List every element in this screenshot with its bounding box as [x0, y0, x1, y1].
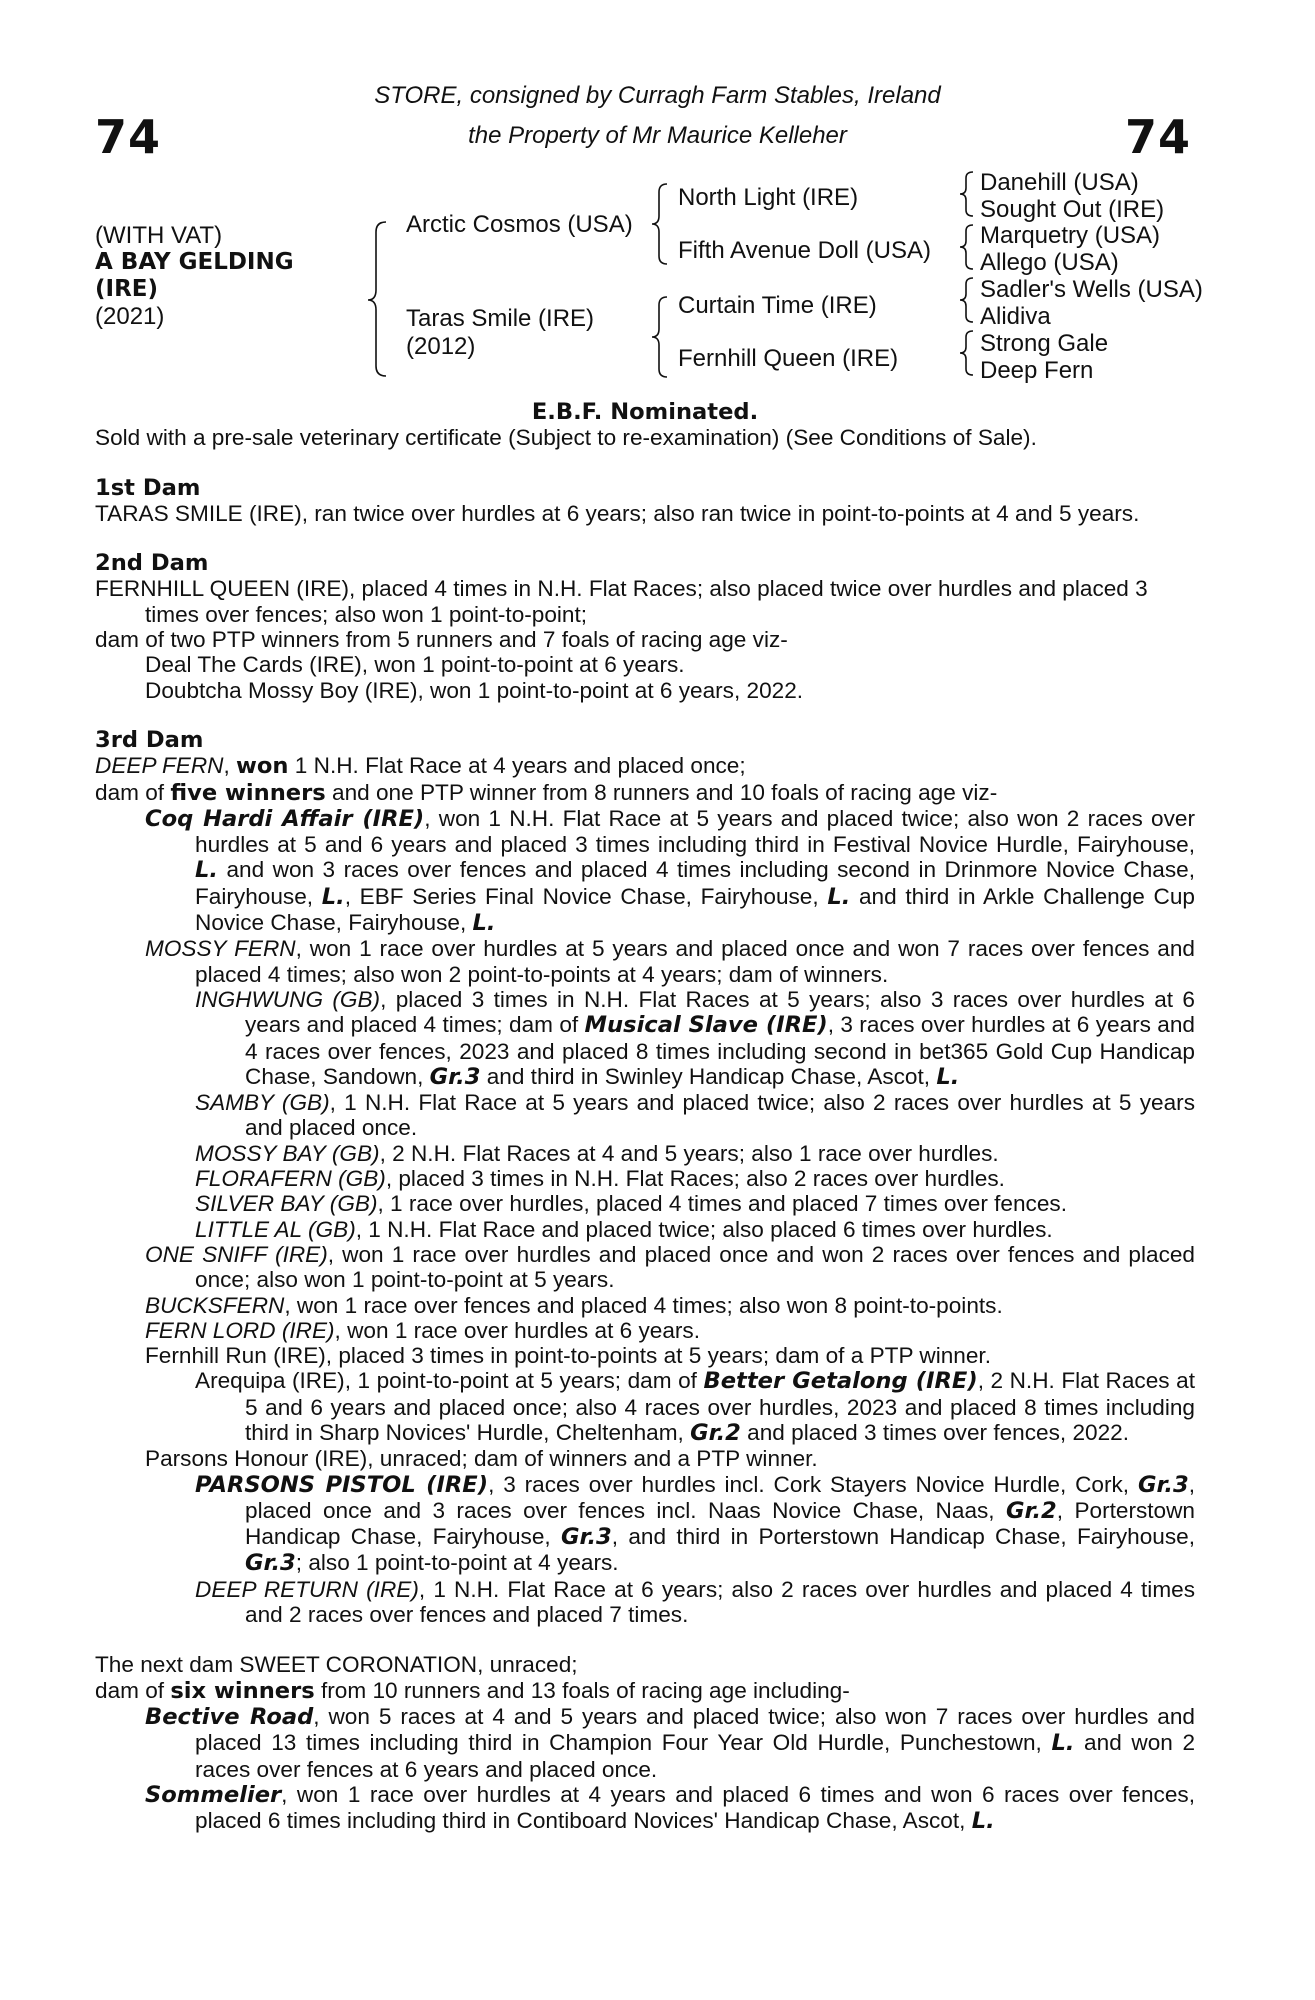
horse-name: Better Getalong (IRE) — [703, 1368, 978, 1395]
dam: Taras Smile (IRE) — [406, 305, 595, 332]
text-span: , 1 N.H. Flat Race at 6 years; also 2 races over hurdles and placed 4 times and 2 races over fences and placed 7 times. — [245, 1576, 1196, 1628]
sds: Marquetry (USA) — [980, 222, 1161, 249]
grade-badge: L. — [472, 910, 496, 937]
horse-name: SAMBY (GB) — [195, 1090, 330, 1116]
won-word: won — [236, 753, 289, 780]
spacer — [95, 1627, 1195, 1652]
produce-one-sniff — [95, 1242, 1195, 1293]
text-span: , EBF Series Final Novice Chase, Fairyhouse, — [344, 883, 828, 909]
dam-sire: Curtain Time (IRE) — [678, 292, 877, 319]
text-span: and placed 3 times over fences, 2022. — [740, 1419, 1129, 1445]
dsd: Alidiva — [980, 303, 1051, 330]
ssd: Sought Out (IRE) — [980, 196, 1165, 223]
sss: Danehill (USA) — [980, 169, 1139, 196]
grade-badge: L. — [936, 1063, 960, 1090]
horse-name: Sommelier — [145, 1781, 282, 1808]
produce-deep-return — [95, 1577, 1195, 1628]
grade-badge: Gr.2 — [1005, 1497, 1057, 1524]
produce-inghwung — [95, 987, 1195, 1090]
produce-mossy-fern — [95, 936, 1195, 987]
text-span: and won 2 races over fences at 6 years and placed once. — [195, 1730, 1196, 1782]
produce-mossy-bay — [95, 1141, 1195, 1166]
next-dam-line2 — [95, 1678, 1195, 1704]
consignor-line: STORE, consigned by Curragh Farm Stables, Ireland — [374, 82, 941, 109]
produce-silver-bay — [95, 1191, 1195, 1216]
five-winners: five winners — [170, 779, 326, 806]
text-span: Arequipa (IRE), 1 point-to-point at 5 years; dam of — [195, 1368, 704, 1394]
produce-arequipa — [95, 1368, 1195, 1446]
text-span: and third in Arkle Challenge Cup Novice Chase, Fairyhouse, — [195, 883, 1195, 936]
sire-dam: Fifth Avenue Doll (USA) — [678, 237, 931, 264]
produce-samby — [95, 1090, 1195, 1141]
produce-fern-lord — [95, 1318, 1195, 1343]
horse-name: DEEP RETURN (IRE) — [195, 1576, 419, 1602]
lot-number-right: 74 — [1125, 110, 1192, 164]
text-span: , won 1 race over hurdles and placed once and won 2 races over fences and placed once; also won 1 point-to-point at 5 years. — [195, 1241, 1195, 1293]
produce-bective-road — [95, 1704, 1195, 1782]
text-span: , Porterstown Handicap Chase, Fairyhouse, — [245, 1497, 1195, 1550]
vet-note: Sold with a pre-sale veterinary certificate (Subject to re-examination) (See Conditions of Sale). — [95, 425, 1037, 451]
horse-name: MOSSY FERN — [145, 936, 296, 962]
horse-name: FLORAFERN (GB) — [195, 1166, 386, 1192]
six-winners: six winners — [170, 1677, 315, 1704]
text-span: , 2 N.H. Flat Races at 5 and 6 years and placed once; also 4 races over hurdles, 2023 and placed 8 times including third in Sharp Novices' Hurdle, Cheltenham, — [245, 1368, 1195, 1445]
dam2-produce-2: Doubtcha Mossy Boy (IRE), won 1 point-to-point at 6 years, 2022. — [145, 677, 804, 703]
text-span: , 1 race over hurdles, placed 4 times and placed 7 times over fences. — [377, 1191, 1067, 1217]
grade-badge: L. — [195, 857, 218, 884]
text-span: and third in Swinley Handicap Chase, Ascot, — [480, 1063, 937, 1089]
dam3-line1-rest: 1 N.H. Flat Race at 4 years and placed once; — [288, 753, 746, 779]
sdd: Allego (USA) — [980, 249, 1119, 276]
produce-florafern — [95, 1166, 1195, 1191]
horse-name: LITTLE AL (GB) — [195, 1216, 356, 1242]
produce-parsons-honour: Parsons Honour (IRE), unraced; dam of winners and a PTP winner. — [145, 1446, 818, 1472]
dam3-heading: 3rd Dam — [95, 726, 204, 753]
produce-sommelier — [95, 1782, 1195, 1835]
dam2-line2: dam of two PTP winners from 5 runners and 7 foals of racing age viz- — [95, 627, 788, 653]
dam1-heading: 1st Dam — [95, 474, 201, 501]
horse-name: Coq Hardi Affair (IRE) — [145, 805, 425, 832]
horse-name: INGHWUNG (GB) — [195, 986, 381, 1012]
text-span: , 1 N.H. Flat Race and placed twice; also placed 6 times over hurdles. — [355, 1216, 1053, 1242]
horse-name: SILVER BAY (GB) — [195, 1191, 378, 1217]
text-span: dam of — [95, 1677, 171, 1703]
dam3-line2 — [95, 780, 1195, 806]
text-span: , and third in Porterstown Handicap Chase, Fairyhouse, — [611, 1524, 1195, 1550]
text-span: and won 3 races over fences and placed 4 times including second in Drinmore Novice Chase, Fairyhouse, — [195, 857, 1195, 909]
text-span: , won 5 races at 4 and 5 years and placed twice; also won 7 races over hurdles and placed 13 times including third in Champion Four Year Old Hurdle, Punchestown, — [195, 1703, 1195, 1756]
text-span: , won 1 race over hurdles at 5 years and placed once and won 7 races over fences and placed 4 times; also won 2 point-to-points at 4 years; dam of winners. — [195, 936, 1195, 987]
produce-parsons-pistol — [95, 1472, 1195, 1577]
grade-badge: L. — [321, 883, 345, 910]
text-span: , won 1 N.H. Flat Race at 5 years and placed twice; also won 2 races over hurdles at 5 and 6 years and placed 3 times including third in Festival Novice Hurdle, Fairyhouse, — [195, 805, 1195, 858]
property-line: the Property of Mr Maurice Kelleher — [468, 122, 847, 149]
catalogue-body — [95, 400, 1195, 1834]
text-span: , won 1 race over hurdles at 6 years. — [334, 1317, 700, 1343]
produce-little-al — [95, 1217, 1195, 1242]
horse-desc-2: (IRE) — [95, 276, 159, 302]
text-span: , 3 races over hurdles at 6 years and 4 races over fences, 2023 and placed 8 times including second in bet365 Gold Cup Handicap Chase, Sandown, — [245, 1012, 1195, 1089]
produce-fernhill-run: Fernhill Run (IRE), placed 3 times in point-to-points at 5 years; dam of a PTP winner. — [145, 1343, 991, 1369]
horse-name: Musical Slave (IRE) — [584, 1012, 828, 1039]
dam3-name: DEEP FERN — [95, 753, 224, 779]
horse-name: ONE SNIFF (IRE) — [145, 1241, 328, 1267]
grade-badge: Gr.3 — [245, 1550, 296, 1577]
lot-number-left: 74 — [95, 110, 162, 164]
dam-year: (2012) — [406, 333, 476, 360]
horse-name: BUCKSFERN — [145, 1292, 285, 1318]
dam2-line1: FERNHILL QUEEN (IRE), placed 4 times in N.H. Flat Races; also placed twice over hurdles and placed 3 times over fences; also won 1 point-to-point; — [95, 576, 1148, 627]
horse-name: Bective Road — [145, 1703, 314, 1730]
horse-desc-1: A BAY GELDING — [95, 249, 294, 275]
dam-dam: Fernhill Queen (IRE) — [678, 345, 899, 372]
dam1-text: TARAS SMILE (IRE), ran twice over hurdles at 6 years; also ran twice in point-to-points at 4 and 5 years. — [95, 500, 1140, 526]
next-dam-line1: The next dam SWEET CORONATION, unraced; — [95, 1652, 578, 1678]
text-span: from 10 runners and 13 foals of racing age including- — [314, 1677, 850, 1703]
dam2-heading: 2nd Dam — [95, 550, 209, 577]
text-span: ; also 1 point-to-point at 4 years. — [295, 1550, 619, 1576]
text-span: , placed 3 times in N.H. Flat Races at 5 years; also 3 races over hurdles at 6 years and placed 4 times; dam of — [245, 986, 1195, 1038]
ebf-nomination: E.B.F. Nominated. — [531, 399, 759, 425]
text-span: , 3 races over hurdles incl. Cork Stayers Novice Hurdle, Cork, — [488, 1471, 1138, 1497]
text-span: dam of — [95, 779, 171, 805]
produce-coq-hardi-affair — [95, 806, 1195, 936]
produce-bucksfern — [95, 1293, 1195, 1318]
text-span: and one PTP winner from 8 runners and 10 foals of racing age viz- — [325, 779, 998, 805]
dds: Strong Gale — [980, 330, 1109, 357]
grade-badge: Gr.2 — [690, 1419, 741, 1446]
grade-badge: L. — [971, 1808, 995, 1835]
horse-name: MOSSY BAY (GB) — [195, 1140, 380, 1166]
horse-name: PARSONS PISTOL (IRE) — [195, 1471, 489, 1498]
dam3-line1: DEEP FERN, won 1 N.H. Flat Race at 4 years and placed once; — [95, 753, 746, 780]
text-span: , placed 3 times in N.H. Flat Races; also 2 races over hurdles. — [385, 1166, 1005, 1192]
text-span: , 2 N.H. Flat Races at 4 and 5 years; also 1 race over hurdles. — [379, 1140, 999, 1166]
grade-badge: Gr.3 — [429, 1063, 481, 1090]
grade-badge: L. — [1051, 1730, 1075, 1757]
text-span: , 1 N.H. Flat Race at 5 years and placed twice; also 2 races over hurdles at 5 years and placed once. — [245, 1090, 1195, 1141]
ddd: Deep Fern — [980, 357, 1094, 384]
sire: Arctic Cosmos (USA) — [406, 211, 633, 238]
text-span: , placed once and 3 races over fences incl. Naas Novice Chase, Naas, — [245, 1471, 1195, 1523]
sire-sire: North Light (IRE) — [678, 184, 859, 211]
dss: Sadler's Wells (USA) — [980, 276, 1203, 303]
text-span: , won 1 race over fences and placed 4 times; also won 8 point-to-points. — [284, 1292, 1003, 1318]
vat-note: (WITH VAT) — [95, 222, 223, 249]
horse-name: FERN LORD (IRE) — [145, 1317, 335, 1343]
text-span: , won 1 race over hurdles at 4 years and placed 6 times and won 6 races over fences, placed 6 times including third in Contiboard Novices' Handicap Chase, Ascot, — [195, 1781, 1195, 1834]
grade-badge: Gr.3 — [1137, 1471, 1189, 1498]
grade-badge: Gr.3 — [560, 1524, 612, 1551]
grade-badge: L. — [827, 883, 851, 910]
horse-year: (2021) — [95, 303, 165, 330]
dam2-produce-1: Deal The Cards (IRE), won 1 point-to-point at 6 years. — [145, 652, 685, 678]
